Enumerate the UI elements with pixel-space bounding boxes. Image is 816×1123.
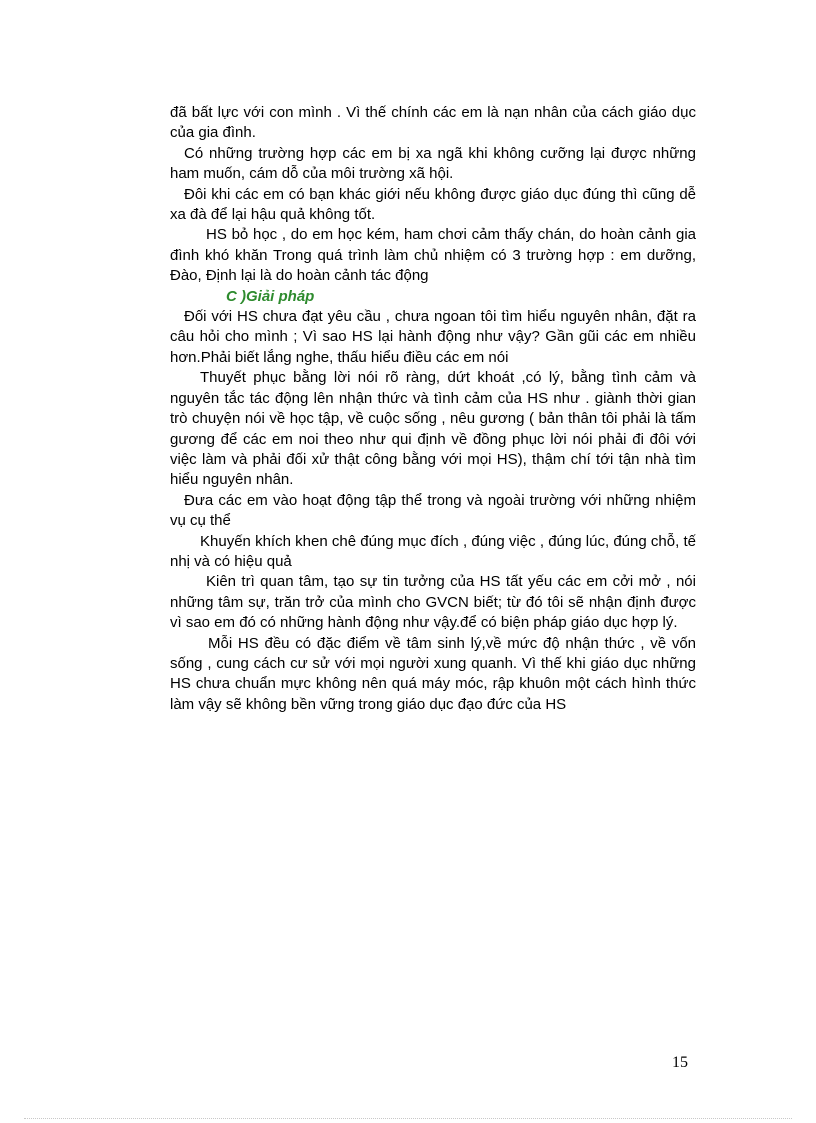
paragraph: Đôi khi các em có bạn khác giới nếu không được giáo dục đúng thì cũng dễ xa đà để lại hậu quả không tốt. [170, 185, 696, 224]
section-heading: C )Giải pháp [226, 287, 315, 305]
paragraph: Có những trường hợp các em bị xa ngã khi không cưỡng lại được những ham muốn, cám dỗ của môi trường xã hội. [170, 144, 696, 183]
paragraph: Kiên trì quan tâm, tạo sự tin tưởng của HS tất yếu các em cởi mở , nói những tâm sự, trăn trở của mình cho GVCN biết; từ đó tôi sẽ nhận định được vì sao em đó có những hành động như vậy.để có biện pháp giáo dục hợp lý. [170, 573, 696, 632]
paragraph: đã bất lực với con mình . Vì thế chính các em là nạn nhân của cách giáo dục của gia đình. [170, 104, 696, 142]
paragraph: HS bỏ học , do em học kém, ham chơi cảm thấy chán, do hoàn cảnh gia đình khó khăn Trong quá trình làm chủ nhiệm có 3 trường hợp : em dưỡng, Đào, Định lại là do hoàn cảnh tác động [170, 226, 696, 285]
paragraph: Khuyến khích khen chê đúng mục đích , đúng việc , đúng lúc, đúng chỗ, tế nhị và có hiệu quả [170, 532, 696, 570]
paragraph: Mỗi HS đều có đặc điểm về tâm sinh lý,về mức độ nhận thức , về vốn sống , cung cách cư sử với mọi người xung quanh. Vì thế khi giáo dục những HS chưa chuẩn mực không nên quá máy móc, rập khuôn một cách hình thức làm vậy sẽ không bền vững trong giáo dục đạo đức của HS [170, 634, 696, 713]
paragraph: Đưa các em vào hoạt động tập thể trong và ngoài trường với những nhiệm vụ cụ thể [170, 491, 696, 530]
page-bottom-border [24, 1118, 792, 1119]
paragraph: Đối với HS chưa đạt yêu cầu , chưa ngoan tôi tìm hiểu nguyên nhân, đặt ra câu hỏi cho mình ; Vì sao HS lại hành động như vậy? Gần gũi các em nhiều hơn.Phải biết lắng nghe, thấu hiểu điều các em nói [170, 308, 696, 366]
page-number: 15 [672, 1054, 688, 1071]
paragraph: Thuyết phục bằng lời nói rõ ràng, dứt khoát ,có lý, bằng tình cảm và nguyên tắc tác động lên nhận thức và tình cảm của HS như . giành thời gian trò chuyện nói về học tập, về cuộc sống , nêu gương ( bản thân tôi phải là tấm gương để các em noi theo như qui định về đồng phục lời nói phải đi đôi với việc làm và phải đối xử thật công bằng với mọi HS), thậm chí tới tận nhà tìm hiểu nguyên nhân. [170, 369, 696, 489]
body-text [170, 103, 696, 715]
